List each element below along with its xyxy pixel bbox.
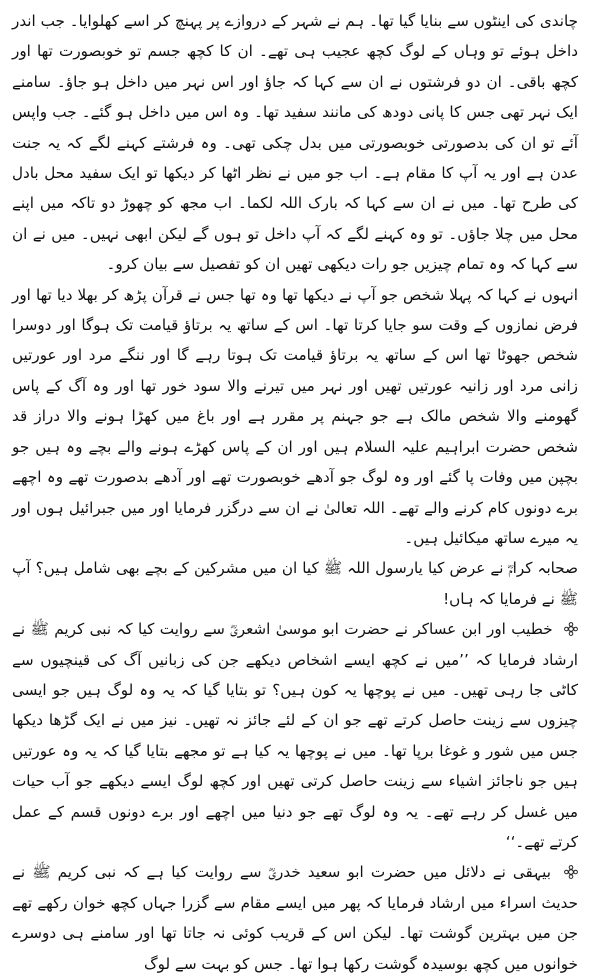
paragraph-text: انہوں نے کہا کہ پہلا شخص جو آپ نے دیکھا تھا وہ تھا جس نے قرآن پڑھ کر بھلا دیا تھا اور فرض نمازوں کے وقت سو جایا کرتا تھا۔ اس کے ساتھ یہ برتاؤ قیامت تک ہوگا اور دوسرا شخص جھوٹا تھا اس کے ساتھ یہ برتاؤ قیامت تک ہوتا رہے گا اور ننگے مرد اور عورتیں زانی مرد اور زانیہ عورتیں تھیں اور نہر میں تیرنے والا سود خور تھا اور وہ آگ کے پاس گھومنے والا شخص مالک ہے جو جہنم پر مقرر ہے اور باغ میں کھڑا ہونے والا دراز قد شخص حضرت ابراہیم علیہ السلام ہیں اور ان کے پاس کھڑے ہونے والے بچے وہ ہیں جو بچپن میں وفات پا گئے اور وہ لوگ جو آدھے خوبصورت تھے اور آدھے بدصورت تھے وہ اچھے برے دونوں کام کرنے والے تھے۔ اللہ تعالیٰ نے ان سے درگزر فرمایا اور میں جبرائیل ہوں اور یہ میرے ساتھ میکائیل ہیں۔	[12, 285, 578, 547]
paragraph-4	[12, 614, 578, 857]
paragraph-text: خطیب اور ابن عساکر نے حضرت ابو موسیٰ اشعریؓ سے روایت کیا کہ نبی کریم ﷺ نے ارشاد فرمایا کہ ’’میں نے کچھ ایسے اشخاص دیکھے جن کی زبانیں آگ کی قینچیوں سے کاٹی جا رہی تھیں۔ میں نے پوچھا یہ کون ہیں؟ تو بتایا گیا کہ یہ وہ لوگ ہیں جو ایسی چیزوں سے زینت حاصل کرتے تھے جو ان کے لئے جائز نہ تھیں۔ نیز میں نے ایک گڑھا دیکھا جس میں شور و غوغا برپا تھا۔ میں نے پوچھا یہ کیا ہے تو مجھے بتایا گیا کہ یہ وہ عورتیں ہیں جو ناجائز اشیاء سے زینت حاصل کرتی تھیں اور کچھ لوگ ایسے دیکھے جو آب حیات میں غسل کر رہے تھے۔ یہ وہ لوگ تھے جو دنیا میں اچھے اور برے دونوں قسم کے عمل کرتے تھے۔‘‘	[12, 620, 578, 851]
flower-ornament-icon	[564, 865, 578, 879]
paragraph-text: چاندی کی اینٹوں سے بنایا گیا تھا۔ ہم نے شہر کے دروازے پر پہنچ کر اسے کھلوایا۔ جب اندر داخل ہوئے تو وہاں کے لوگ کچھ عجیب ہی تھے۔ ان کا کچھ جسم تو خوبصورت تھا اور کچھ باقی۔ ان دو فرشتوں نے ان سے کہا کہ جاؤ اور اس نہر میں داخل ہو جاؤ۔ سامنے ایک نہر تھی جس کا پانی دودھ کی مانند سفید تھا۔ وہ اس میں داخل ہو گئے۔ جب واپس آئے تو ان کی بدصورتی خوبصورتی میں بدل چکی تھی۔ وہ فرشتے کہنے لگے کہ یہ جنت عدن ہے اور یہ آپ کا مقام ہے۔ اب جو میں نے نظر اٹھا کر دیکھا تو ایک سفید محل بادل کی طرح تھا۔ میں نے ان سے کہا کہ بارک اللہ لکما۔ اب مجھ کو چھوڑ دو تاکہ میں اپنے محل میں چلا جاؤں۔ تو وہ کہنے لگے کہ آپ داخل تو ہوں گے لیکن ابھی نہیں۔ میں نے ان سے کہا کہ وہ تمام چیزیں جو رات دیکھی تھیں ان کو تفصیل سے بیان کرو۔	[12, 12, 578, 274]
paragraph-5	[12, 857, 578, 979]
paragraph-text: صحابہ کرامؓ نے عرض کیا یارسول اللہ ﷺ کیا ان میں مشرکین کے بچے بھی شامل ہیں؟ آپ ﷺ نے فرمایا کہ ہاں!	[12, 559, 578, 608]
paragraph-text: بیہقی نے دلائل میں حضرت ابو سعید خدریؓ سے روایت کیا ہے کہ نبی کریم ﷺ نے حدیث اسراء میں ارشاد فرمایا کہ پھر میں ایسے مقام سے گزرا جہاں کچھ خوان رکھے تھے جن میں بہترین گوشت تھا۔ لیکن اس کے قریب کوئی نہ جاتا تھا اور سامنے ہی دوسرے خوانوں میں کچھ بوسیدہ گوشت رکھا ہوا تھا۔ جس کو بہت سے لوگ	[12, 863, 578, 973]
paragraph-3	[12, 553, 578, 614]
paragraph-1	[12, 6, 578, 280]
paragraph-2	[12, 280, 578, 554]
flower-ornament-icon	[564, 622, 578, 636]
